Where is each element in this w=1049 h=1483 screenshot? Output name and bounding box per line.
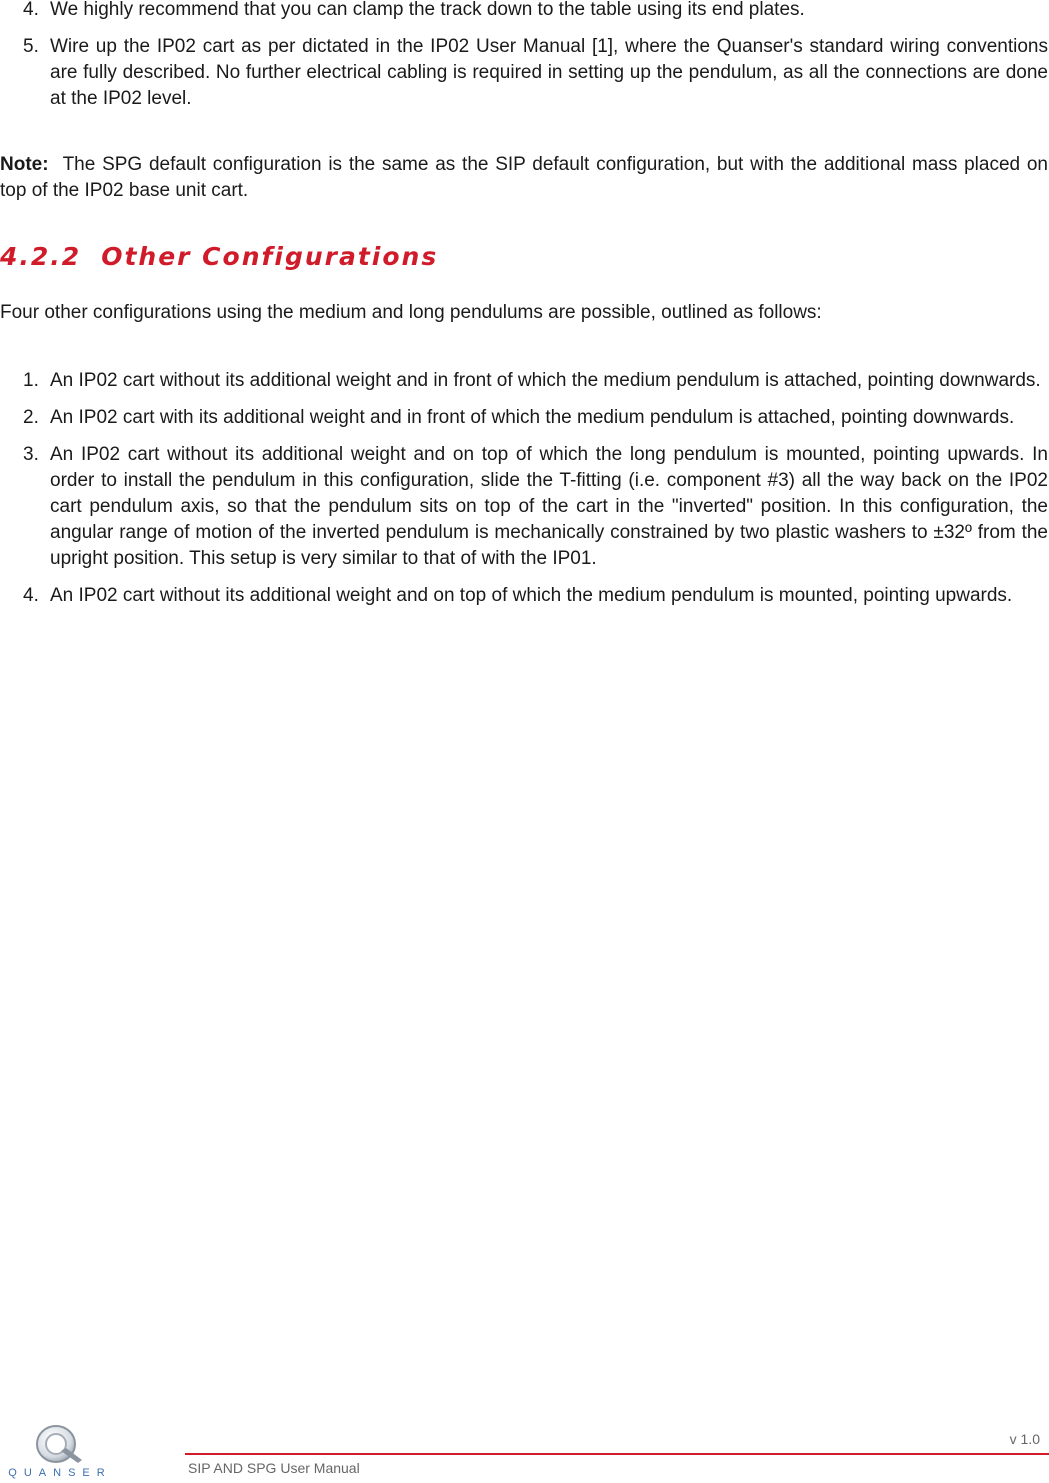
list-item-text: An IP02 cart without its additional weight and on top of which the long pendulum is mounted, pointing upwards. In order to install the pendulum in this configuration, slide the T-fitting (i.e. component #3) all the way back on the IP02 cart pendulum axis, so that the pendulum sits on top of the cart in the "inverted" position. In this configuration, the angular range of motion of the inverted pendulum is mechanically constrained by two plastic washers to ±32º from the upright position. This setup is very similar to that of with the IP01. bbox=[50, 444, 1048, 569]
list-item-number: 4. bbox=[23, 585, 39, 606]
list-item bbox=[0, 34, 1049, 112]
note-text: The SPG default configuration is the same as the SIP default configuration, but with the additional mass placed on top of the IP02 base unit cart. bbox=[0, 154, 1048, 201]
footer-version: v 1.0 bbox=[1009, 1431, 1040, 1447]
list-item bbox=[0, 405, 1049, 431]
list-item-text: An IP02 cart without its additional weight and in front of which the medium pendulum is attached, pointing downwards. bbox=[50, 370, 1041, 391]
list-item-number: 3. bbox=[23, 444, 39, 465]
list-item bbox=[0, 0, 1049, 23]
note-label: Note: bbox=[0, 154, 49, 175]
list-item bbox=[0, 442, 1049, 572]
section-title: Other Configurations bbox=[101, 242, 439, 271]
section-heading bbox=[0, 240, 438, 274]
list-item bbox=[0, 368, 1049, 394]
list-item-number: 2. bbox=[23, 407, 39, 428]
configurations-list bbox=[0, 368, 1049, 620]
list-item-number: 4. bbox=[23, 0, 39, 20]
list-item-text: Wire up the IP02 cart as per dictated in the IP02 User Manual [1], where the Quanser's standard wiring conventions are fully described. No further electrical cabling is required in setting up the pendulum, as all the connections are done at the IP02 level. bbox=[50, 36, 1048, 109]
list-item-text: An IP02 cart without its additional weight and on top of which the medium pendulum is mounted, pointing upwards. bbox=[50, 585, 1013, 606]
note-paragraph bbox=[0, 152, 1048, 204]
installation-steps-list bbox=[0, 0, 1049, 123]
quanser-logo bbox=[0, 1418, 120, 1483]
quanser-wordmark: QUANSER bbox=[8, 1467, 112, 1479]
list-item-number: 1. bbox=[23, 370, 39, 391]
list-item bbox=[0, 583, 1049, 609]
footer-divider bbox=[185, 1453, 1049, 1455]
section-number: 4.2.2 bbox=[0, 242, 82, 271]
intro-paragraph: Four other configurations using the medium and long pendulums are possible, outlined as follows: bbox=[0, 302, 822, 323]
footer-document-title: SIP AND SPG User Manual bbox=[188, 1460, 360, 1476]
list-item-number: 5. bbox=[23, 36, 39, 57]
quanser-q-icon bbox=[30, 1424, 86, 1466]
list-item-text: We highly recommend that you can clamp the track down to the table using its end plates. bbox=[50, 0, 805, 20]
list-item-text: An IP02 cart with its additional weight and in front of which the medium pendulum is attached, pointing downwards. bbox=[50, 407, 1015, 428]
